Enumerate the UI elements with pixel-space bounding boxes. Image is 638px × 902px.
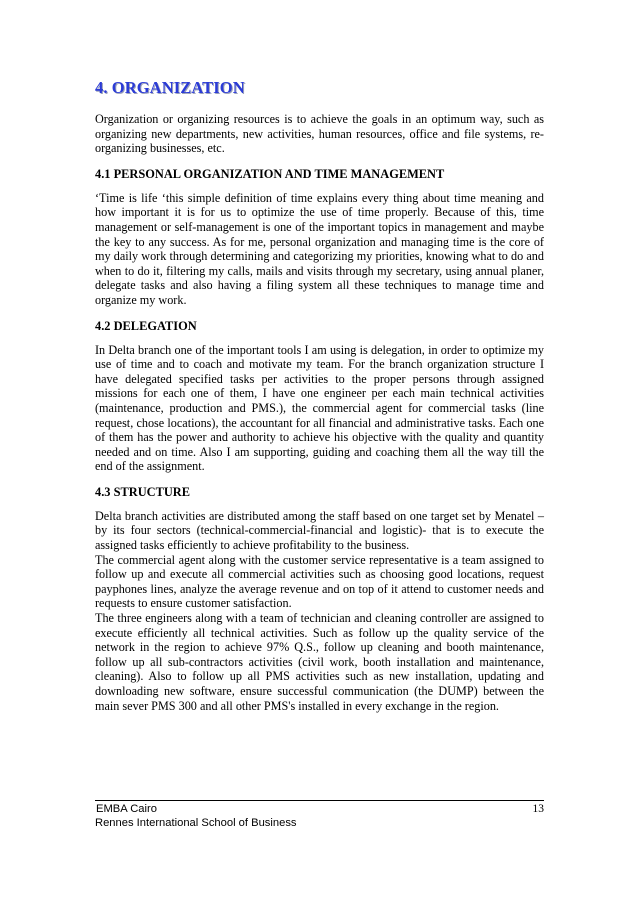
footer-line-school: Rennes International School of Business <box>95 817 297 829</box>
footer-line-program: EMBA Cairo <box>96 803 157 815</box>
chapter-heading: 4. ORGANIZATION <box>95 78 245 97</box>
section-paragraph: ‘Time is life ‘this simple definition of time explains every thing about time meaning and how important it is for us to optimize the use of time properly. Because of this, time management or self-management is one of the important topics in management and maybe the key to any success. As for me, personal organization and managing time is the core of my daily work through determining and categorizing my priorities, knowing what to do and when to do it, filtering my calls, mails and visits through my secretary, using annual planer, delegate tasks and also having a filing system all these techniques to manage time and organize my work. <box>95 190 544 307</box>
page-content <box>95 78 544 713</box>
section-paragraph: The three engineers along with a team of technician and cleaning controller are assigned to execute efficiently all technical activities. Such as follow up the quality service of the network in the region to achieve 97% Q.S., follow up cleaning and booth maintenance, follow up all sub-contractors activities (civil work, booth installation and maintenance, cleaning). Also to follow up all PMS activities such as new installation, updating and downloading new software, ensure successful communication (the DUMP) between the main sever PMS 300 and all other PMS's installed in every exchange in the region. <box>95 611 544 713</box>
section-title-personal-organization: 4.1 PERSONAL ORGANIZATION AND TIME MANAGEMENT <box>95 166 445 181</box>
section-title-structure: 4.3 STRUCTURE <box>95 484 191 499</box>
section-paragraph: In Delta branch one of the important tools I am using is delegation, in order to optimize my use of time and to coach and motivate my team. For the branch organization structure I have delegated specified tasks per activities to the proper persons through assigned missions for each one of them, I have one engineer per each main technical activities (maintenance, production and PMS.), the commercial agent for commercial tasks (line request, chose locations), the accountant for all financial and administrative tasks. Each one of them has the power and authority to achieve his objective with the quality and quantity needed and on time. Also I am supporting, guiding and coaching them all the way till the end of the assignment. <box>95 342 544 474</box>
footer-divider <box>95 800 544 801</box>
section-title-delegation: 4.2 DELEGATION <box>95 318 197 333</box>
footer-text <box>96 802 297 830</box>
section-paragraph: The commercial agent along with the customer service representative is a team assigned to follow up and execute all commercial activities such as choosing good locations, request payphones lines, analyze the average revenue and on top of it attend to customer needs and requests to ensure customer satisfaction. <box>95 552 544 611</box>
page-number: 13 <box>532 803 544 815</box>
section-paragraph: Delta branch activities are distributed among the staff based on one target set by Menatel – by its four sectors (technical-commercial-financial and logistic)- that is to execute the assigned tasks efficiently to achieve profitability to the business. <box>95 508 544 553</box>
intro-paragraph: Organization or organizing resources is to achieve the goals in an optimum way, such as organizing new departments, new activities, human resources, office and file systems, re-organizing businesses, etc. <box>95 112 544 156</box>
